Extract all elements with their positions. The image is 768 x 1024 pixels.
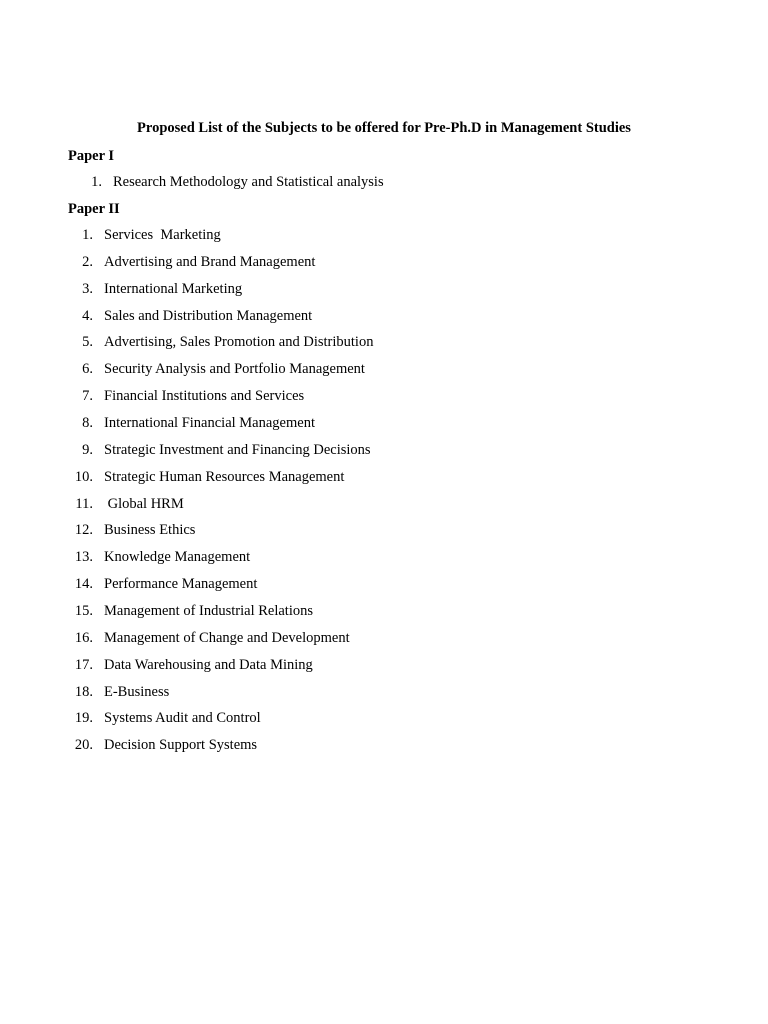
- list-item-number: 5.: [82, 334, 93, 351]
- list-item: [0, 548, 768, 566]
- list-item: [0, 468, 768, 486]
- list-item-number: 2.: [82, 253, 93, 270]
- list-item-number: 6.: [82, 361, 93, 378]
- list-item-number: 11.: [75, 495, 93, 512]
- list-item-number: 4.: [82, 307, 93, 324]
- list-item-number: 20.: [74, 737, 93, 754]
- list-item-text: Knowledge Management: [104, 549, 251, 566]
- list-item-text: Services Marketing: [104, 227, 221, 243]
- list-item: [0, 709, 768, 727]
- list-item: [0, 656, 768, 674]
- list-item-number: 17.: [74, 656, 93, 673]
- list-item: [0, 736, 768, 754]
- list-item: [0, 495, 768, 513]
- paper-2-heading: Paper II: [68, 201, 120, 217]
- list-item: [0, 629, 768, 647]
- list-item-number: 9.: [82, 441, 93, 458]
- paper-1-item: [0, 173, 768, 191]
- list-item-text: Performance Management: [104, 576, 258, 592]
- list-item-text: International Financial Management: [104, 415, 315, 431]
- list-item-text: Strategic Investment and Financing Decisions: [104, 441, 371, 458]
- list-item-number: 18.: [74, 683, 93, 700]
- list-item-text: Sales and Distribution Management: [104, 307, 313, 324]
- document-title: Proposed List of the Subjects to be offered for Pre-Ph.D in Management Studies: [137, 120, 631, 136]
- list-item: [0, 575, 768, 593]
- list-item-text: Business Ethics: [104, 522, 196, 539]
- list-item-text: Management of Change and Development: [104, 629, 350, 646]
- list-item-text: Management of Industrial Relations: [104, 602, 313, 619]
- list-item: [0, 360, 768, 378]
- list-item-number: 7.: [82, 388, 93, 405]
- list-item-text: International Marketing: [104, 280, 243, 297]
- list-item-text: Systems Audit and Control: [104, 710, 261, 727]
- list-item: [0, 683, 768, 701]
- list-item-number: 14.: [74, 576, 93, 592]
- list-item-text: Advertising and Brand Management: [104, 253, 316, 270]
- list-item: [0, 387, 768, 405]
- list-item-number: 1.: [82, 227, 93, 243]
- list-item: [0, 441, 768, 459]
- list-item-number: 12.: [74, 522, 93, 539]
- list-item-number: 8.: [82, 415, 93, 431]
- list-item: [0, 253, 768, 271]
- list-item-text: Security Analysis and Portfolio Management: [104, 361, 365, 378]
- list-item-number: 19.: [74, 710, 93, 727]
- list-item-text: Global HRM: [104, 495, 184, 512]
- list-item-text: Decision Support Systems: [104, 737, 258, 754]
- list-item: [0, 280, 768, 298]
- list-item: [0, 307, 768, 325]
- list-item-text: Research Methodology and Statistical analysis: [113, 174, 384, 190]
- list-item: [0, 333, 768, 351]
- list-item-number: 16.: [74, 629, 93, 646]
- list-item-text: Financial Institutions and Services: [104, 388, 305, 405]
- list-item: [0, 521, 768, 539]
- list-item: [0, 602, 768, 620]
- list-item-number: 15.: [74, 602, 93, 619]
- list-item-number: 1.: [91, 174, 102, 190]
- paper-1-heading: Paper I: [68, 148, 115, 164]
- list-item-text: Advertising, Sales Promotion and Distribution: [104, 334, 374, 351]
- list-item: [0, 414, 768, 432]
- list-item-number: 13.: [74, 549, 93, 566]
- list-item: [0, 226, 768, 244]
- list-item-number: 10.: [74, 468, 93, 485]
- list-item-text: Strategic Human Resources Management: [104, 468, 345, 485]
- list-item-number: 3.: [82, 280, 93, 297]
- list-item-text: E-Business: [104, 683, 170, 700]
- list-item-text: Data Warehousing and Data Mining: [104, 656, 313, 673]
